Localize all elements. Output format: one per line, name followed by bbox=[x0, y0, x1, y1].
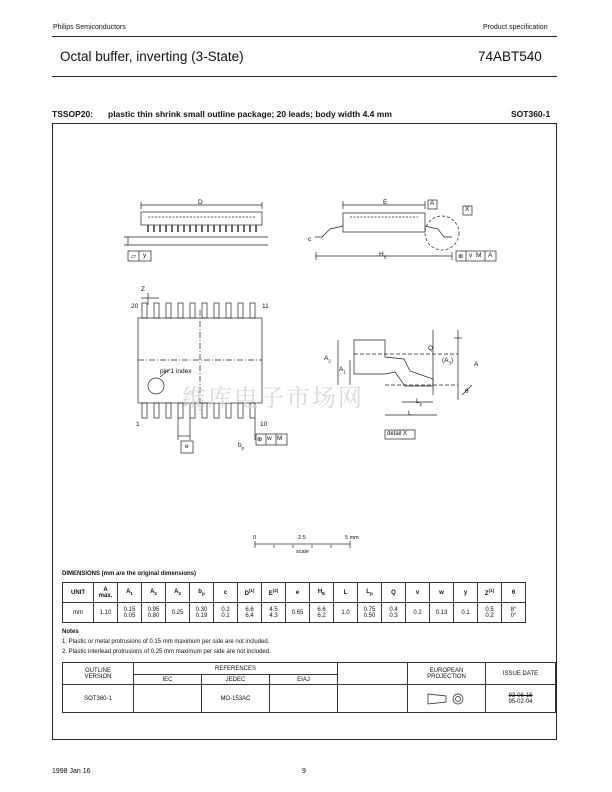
hdr-y: y bbox=[454, 583, 478, 603]
note-1: 1. Plastic or metal protrusions of 0.15 mm maximum per side are not included. bbox=[62, 639, 270, 645]
hdr-A3: $A_3$ bbox=[166, 583, 190, 603]
val-Q: 0.4 0.3 bbox=[382, 603, 406, 623]
part-number: 74ABT540 bbox=[478, 49, 542, 64]
package-description: plastic thin shrink small outline package; 20 leads; body width 4.4 mm bbox=[108, 109, 392, 119]
label-E: E bbox=[383, 199, 388, 206]
note-2: 2. Plastic interlead protrusions of 0.25 mm maximum per side are not included. bbox=[62, 649, 271, 655]
ref-references-header: REFERENCES bbox=[134, 663, 338, 675]
label-Lp: $L_p$ bbox=[416, 398, 423, 407]
package-code: SOT360-1 bbox=[511, 109, 551, 119]
hdr-Lp: $L_p$ bbox=[358, 583, 382, 603]
footer-page: 9 bbox=[302, 768, 306, 775]
hdr-Z: $Z^{(1)}$ bbox=[478, 583, 502, 603]
projection-symbol-icon bbox=[422, 691, 472, 705]
hdr-A2: $A_2$ bbox=[142, 583, 166, 603]
val-c: 0.2 0.1 bbox=[214, 603, 238, 623]
notes-title: Notes bbox=[62, 629, 79, 635]
label-y: y bbox=[143, 252, 147, 259]
label-pin1: 1 bbox=[136, 421, 140, 428]
label-A-ref: A bbox=[488, 252, 493, 259]
package-name: TSSOP20: bbox=[52, 109, 94, 119]
doc-type: Product specification bbox=[483, 24, 548, 31]
label-A3: $(A_3)$ bbox=[442, 357, 454, 366]
ref-spacer bbox=[338, 663, 408, 685]
top-pins bbox=[142, 303, 255, 318]
label-Z: Z bbox=[141, 286, 145, 293]
dimensions-header-row bbox=[63, 583, 550, 603]
label-position-symbol: ⊕ bbox=[458, 253, 464, 260]
label-theta: θ bbox=[465, 388, 469, 395]
label-X: X bbox=[465, 206, 470, 213]
hdr-unit: UNIT bbox=[63, 583, 94, 603]
ref-outline-value: SOT360-1 bbox=[63, 685, 134, 713]
dimensions-table bbox=[62, 582, 550, 623]
hdr-E: $E^{(2)}$ bbox=[262, 583, 286, 603]
label-HE: $H_E$ bbox=[379, 251, 387, 260]
ref-issue-header: ISSUE DATE bbox=[486, 663, 556, 685]
label-L: L bbox=[408, 410, 412, 417]
val-w: 0.13 bbox=[430, 603, 454, 623]
references-table bbox=[62, 662, 556, 713]
dimensions-title: DIMENSIONS (mm are the original dimensions) bbox=[62, 571, 197, 577]
label-M-circle: M bbox=[476, 252, 482, 259]
dimensions-value-row bbox=[63, 603, 550, 623]
label-bp: $b_p$ bbox=[238, 442, 245, 451]
label-A-side: A bbox=[474, 361, 479, 368]
company-name: Philips Semiconductors bbox=[53, 24, 126, 31]
hdr-L: L bbox=[334, 583, 358, 603]
page-title: Octal buffer, inverting (3-State) bbox=[60, 49, 244, 64]
hdr-theta: θ bbox=[502, 583, 526, 603]
label-A2: $A_2$ bbox=[324, 355, 331, 364]
hdr-HE: $H_E$ bbox=[310, 583, 334, 603]
val-A: 1.10 bbox=[94, 603, 118, 623]
val-v: 0.2 bbox=[406, 603, 430, 623]
ref-jedec-header: JEDEC bbox=[202, 675, 270, 685]
hdr-e: e bbox=[286, 583, 310, 603]
hdr-w: w bbox=[430, 583, 454, 603]
hdr-bp: $b_p$ bbox=[190, 583, 214, 603]
label-pin20: 20 bbox=[131, 303, 139, 310]
label-datum-A: A bbox=[430, 200, 435, 207]
val-D: 6.6 6.4 bbox=[238, 603, 262, 623]
val-Lp: 0.75 0.50 bbox=[358, 603, 382, 623]
hdr-D: $D^{(1)}$ bbox=[238, 583, 262, 603]
val-L: 1.0 bbox=[334, 603, 358, 623]
val-E: 4.5 4.3 bbox=[262, 603, 286, 623]
ref-outline-header: OUTLINE VERSION bbox=[63, 663, 134, 685]
label-w: w bbox=[267, 435, 272, 442]
label-c: c bbox=[308, 236, 312, 243]
label-D: D bbox=[198, 199, 203, 206]
val-unit: mm bbox=[63, 603, 94, 623]
scale-tick-0: 0 bbox=[253, 535, 257, 541]
scale-tick-2-5: 2.5 bbox=[298, 535, 306, 541]
hdr-A1: $A_1$ bbox=[118, 583, 142, 603]
val-HE: 6.6 6.2 bbox=[310, 603, 334, 623]
hdr-Q: Q bbox=[382, 583, 406, 603]
ref-spacer-2 bbox=[338, 685, 408, 713]
val-bp: 0.30 0.19 bbox=[190, 603, 214, 623]
val-e: 0.65 bbox=[286, 603, 310, 623]
hdr-c: c bbox=[214, 583, 238, 603]
ref-eiaj-value bbox=[270, 685, 338, 713]
ref-euro-projection bbox=[408, 685, 486, 713]
val-A1: 0.15 0.05 bbox=[118, 603, 142, 623]
val-A3: 0.25 bbox=[166, 603, 190, 623]
watermark: 维库电子市场网 bbox=[182, 384, 364, 412]
label-position-symbol-2: ⊕ bbox=[257, 436, 263, 443]
label-pin11: 11 bbox=[262, 303, 269, 310]
label-pin1-index: pin 1 index bbox=[160, 368, 192, 375]
val-theta: 8° 0° bbox=[502, 603, 526, 623]
scale-bar bbox=[255, 541, 350, 548]
label-v: v bbox=[469, 252, 473, 259]
ref-issue-value: 93-06-16 95-02-04 bbox=[486, 685, 556, 713]
footer-date: 1998 Jan 16 bbox=[52, 768, 91, 775]
hdr-A: A max. bbox=[94, 583, 118, 603]
label-Q: Q bbox=[428, 345, 434, 352]
scale-tick-5: 5 mm bbox=[345, 535, 359, 541]
label-flatness-symbol: ⏥ bbox=[131, 253, 136, 260]
ref-euro-header: EUROPEAN PROJECTION bbox=[408, 663, 486, 685]
ref-jedec-value: MO-153AC bbox=[202, 685, 270, 713]
label-M-circle-2: M bbox=[277, 435, 283, 442]
ref-iec-header: IEC bbox=[134, 675, 202, 685]
label-pin10: 10 bbox=[260, 421, 268, 428]
ref-iec-value bbox=[134, 685, 202, 713]
label-e: e bbox=[185, 443, 189, 450]
val-A2: 0.95 0.80 bbox=[142, 603, 166, 623]
ref-eiaj-header: EIAJ bbox=[270, 675, 338, 685]
label-detail-x: detail X bbox=[387, 431, 408, 437]
hdr-v: v bbox=[406, 583, 430, 603]
label-A1: $A_1$ bbox=[339, 366, 346, 375]
scale-label: scale bbox=[296, 549, 309, 555]
val-y: 0.1 bbox=[454, 603, 478, 623]
val-Z: 0.5 0.2 bbox=[478, 603, 502, 623]
